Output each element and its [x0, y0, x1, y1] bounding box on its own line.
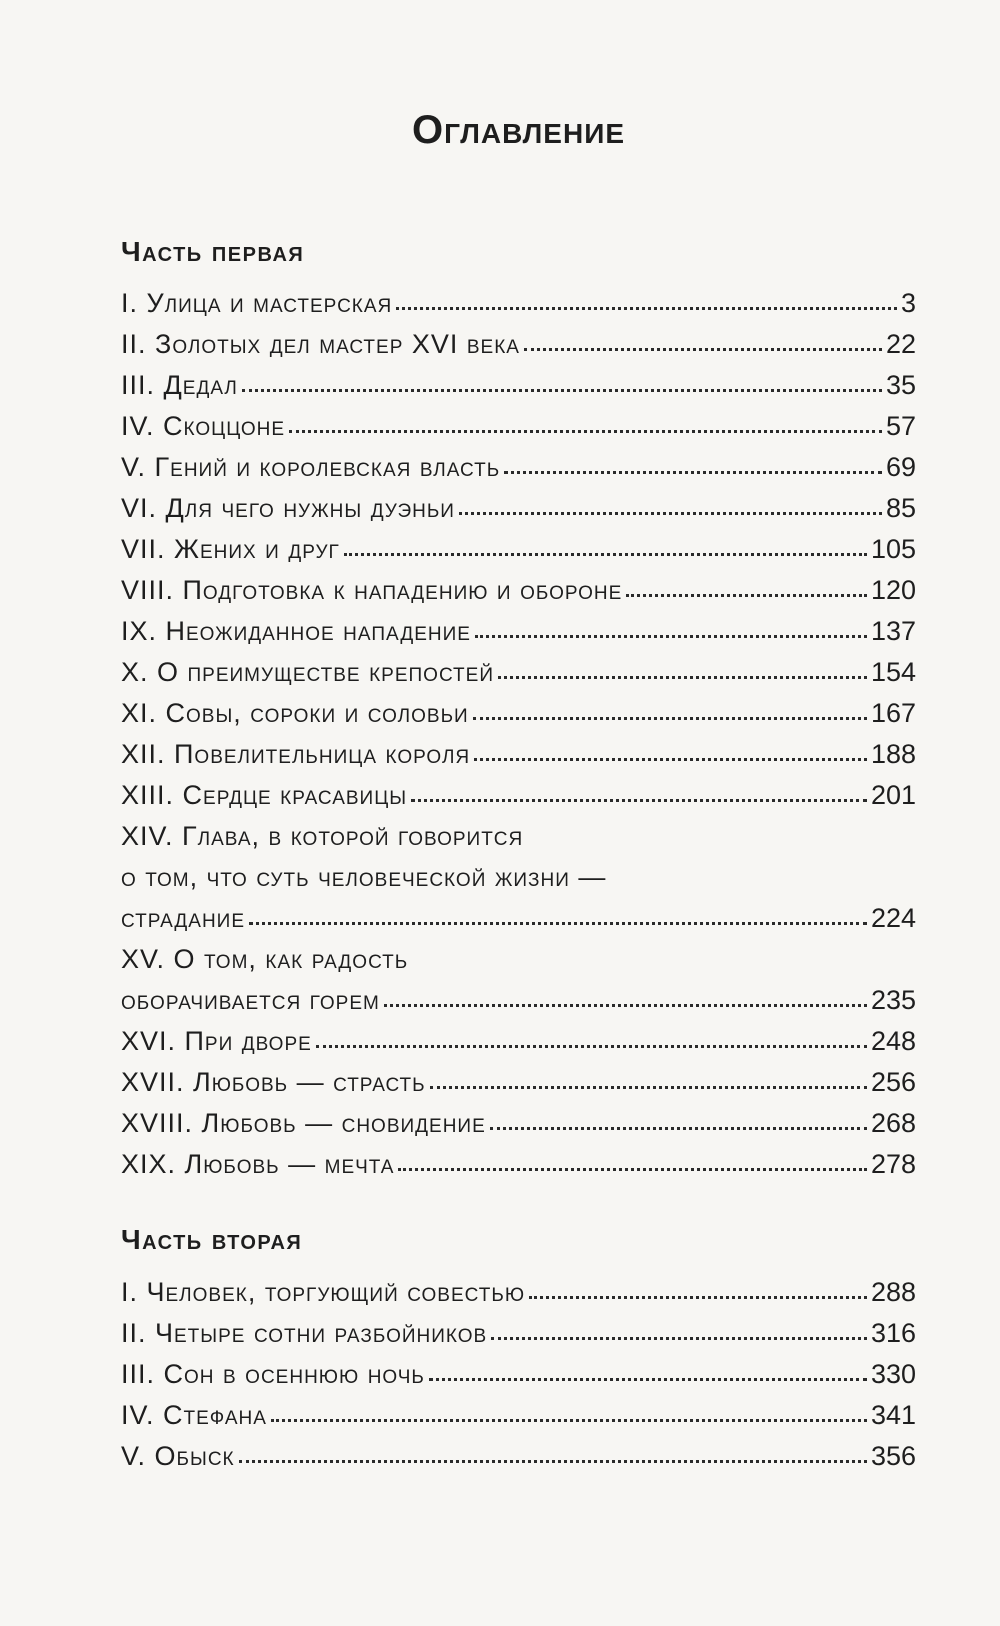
toc-entry-page: 288	[870, 1277, 916, 1307]
toc-entry-title: XII. Повелительница короля	[121, 739, 471, 769]
toc-entry-page: 188	[870, 739, 916, 769]
toc-entry[interactable]	[121, 1272, 916, 1313]
dot-leader	[491, 1337, 867, 1340]
dot-leader	[242, 389, 882, 392]
toc-entry[interactable]	[121, 1395, 916, 1436]
toc-entry-title: XVIII. Любовь — сновидение	[121, 1108, 486, 1138]
toc-entry[interactable]	[121, 775, 916, 816]
toc-entry[interactable]	[121, 1354, 916, 1395]
toc-entry[interactable]	[121, 365, 916, 406]
toc-entry-title: XV. О том, как радость	[121, 944, 409, 974]
page-title: Оглавление	[411, 108, 626, 152]
dot-leader	[430, 1086, 867, 1089]
dot-leader	[529, 1296, 867, 1299]
toc-entry-title: оборачивается горем	[121, 985, 380, 1015]
dot-leader	[474, 758, 867, 761]
toc-entry[interactable]	[121, 734, 916, 775]
dot-leader	[626, 594, 867, 597]
toc-entry-page: 105	[870, 534, 916, 564]
toc-part-2	[121, 1272, 916, 1477]
toc-entry-page: 154	[870, 657, 916, 687]
toc-entry[interactable]	[121, 898, 916, 939]
toc-entry-title: VIII. Подготовка к нападению и обороне	[121, 575, 623, 605]
toc-entry[interactable]	[121, 488, 916, 529]
toc-entry-title: XVI. При дворе	[121, 1026, 312, 1056]
toc-entry-title: XI. Совы, сороки и соловьи	[121, 698, 469, 728]
toc-entry-title: XIX. Любовь — мечта	[121, 1149, 395, 1179]
toc-entry-title: IX. Неожиданное нападение	[121, 616, 471, 646]
dot-leader	[524, 348, 882, 351]
dot-leader	[429, 1378, 867, 1381]
toc-entry[interactable]	[121, 1021, 916, 1062]
toc-entry-page: 137	[870, 616, 916, 646]
toc-entry-continuation[interactable]	[121, 816, 916, 857]
toc-entry-title: VI. Для чего нужны дуэньи	[121, 493, 455, 523]
toc-entry-page: 235	[870, 985, 916, 1015]
toc-entry-title: IV. Скоццоне	[121, 411, 286, 441]
toc-entry[interactable]	[121, 980, 916, 1021]
toc-entry[interactable]	[121, 1436, 916, 1477]
toc-entry[interactable]	[121, 652, 916, 693]
toc-entry-title: V. Гений и королевская власть	[121, 452, 501, 482]
dot-leader	[249, 922, 867, 925]
toc-entry-page: 256	[870, 1067, 916, 1097]
toc-entry[interactable]	[121, 1144, 916, 1185]
toc-entry[interactable]	[121, 1103, 916, 1144]
dot-leader	[384, 1004, 867, 1007]
toc-entry-continuation[interactable]	[121, 939, 916, 980]
toc-entry-title: II. Четыре сотни разбойников	[121, 1318, 488, 1348]
toc-entry-title: II. Золотых дел мастер XVI века	[121, 329, 520, 359]
dot-leader	[411, 799, 867, 802]
toc-entry-page: 341	[870, 1400, 916, 1430]
toc-entry-page: 356	[870, 1441, 916, 1471]
toc-entry-title: о том, что суть человеческой жизни —	[121, 862, 607, 892]
dot-leader	[239, 1460, 867, 1463]
toc-part-1	[121, 283, 916, 1185]
toc-entry-title: XIV. Глава, в которой говорится	[121, 821, 524, 851]
toc-entry-title: XIII. Сердце красавицы	[121, 780, 408, 810]
part-heading-1: Часть первая	[121, 236, 305, 267]
toc-entry-page: 120	[870, 575, 916, 605]
dot-leader	[459, 512, 882, 515]
toc-entry[interactable]	[121, 406, 916, 447]
toc-entry[interactable]	[121, 283, 916, 324]
toc-entry-page: 69	[885, 452, 916, 482]
dot-leader	[498, 676, 867, 679]
toc-entry[interactable]	[121, 447, 916, 488]
toc-entry-title: III. Сон в осеннюю ночь	[121, 1359, 425, 1389]
toc-entry[interactable]	[121, 570, 916, 611]
toc-entry[interactable]	[121, 611, 916, 652]
toc-entry-page: 278	[870, 1149, 916, 1179]
toc-entry-title: I. Человек, торгующий совестью	[121, 1277, 526, 1307]
toc-entry-page: 268	[870, 1108, 916, 1138]
toc-entry-title: X. О преимуществе крепостей	[121, 657, 494, 687]
toc-entry-page: 330	[870, 1359, 916, 1389]
toc-entry[interactable]	[121, 324, 916, 365]
dot-leader	[271, 1419, 867, 1422]
toc-entry-continuation[interactable]	[121, 857, 916, 898]
toc-entry-title: XVII. Любовь — страсть	[121, 1067, 426, 1097]
dot-leader	[490, 1127, 867, 1130]
toc-entry[interactable]	[121, 1313, 916, 1354]
toc-entry[interactable]	[121, 693, 916, 734]
part-heading-2: Часть вторая	[121, 1224, 303, 1255]
toc-entry-page: 57	[885, 411, 916, 441]
toc-entry-page: 85	[885, 493, 916, 523]
toc-entry-title: V. Обыск	[121, 1441, 235, 1471]
toc-entry[interactable]	[121, 529, 916, 570]
dot-leader	[504, 471, 882, 474]
dot-leader	[473, 717, 867, 720]
toc-entry-title: IV. Стефана	[121, 1400, 267, 1430]
dot-leader	[396, 307, 897, 310]
toc-entry-page: 224	[870, 903, 916, 933]
dot-leader	[475, 635, 867, 638]
toc-entry-page: 201	[870, 780, 916, 810]
toc-entry-title: VII. Жених и друг	[121, 534, 340, 564]
toc-entry-page: 35	[885, 370, 916, 400]
toc-entry-page: 248	[870, 1026, 916, 1056]
dot-leader	[344, 553, 867, 556]
dot-leader	[316, 1045, 867, 1048]
toc-entry-page: 316	[870, 1318, 916, 1348]
dot-leader	[398, 1168, 867, 1171]
dot-leader	[289, 430, 882, 433]
toc-entry-page: 22	[885, 329, 916, 359]
toc-entry-page: 3	[900, 288, 916, 318]
toc-entry-title: III. Дедал	[121, 370, 238, 400]
toc-entry-page: 167	[870, 698, 916, 728]
toc-entry[interactable]	[121, 1062, 916, 1103]
toc-entry-title: страдание	[121, 903, 245, 933]
toc-entry-title: I. Улица и мастерская	[121, 288, 393, 318]
